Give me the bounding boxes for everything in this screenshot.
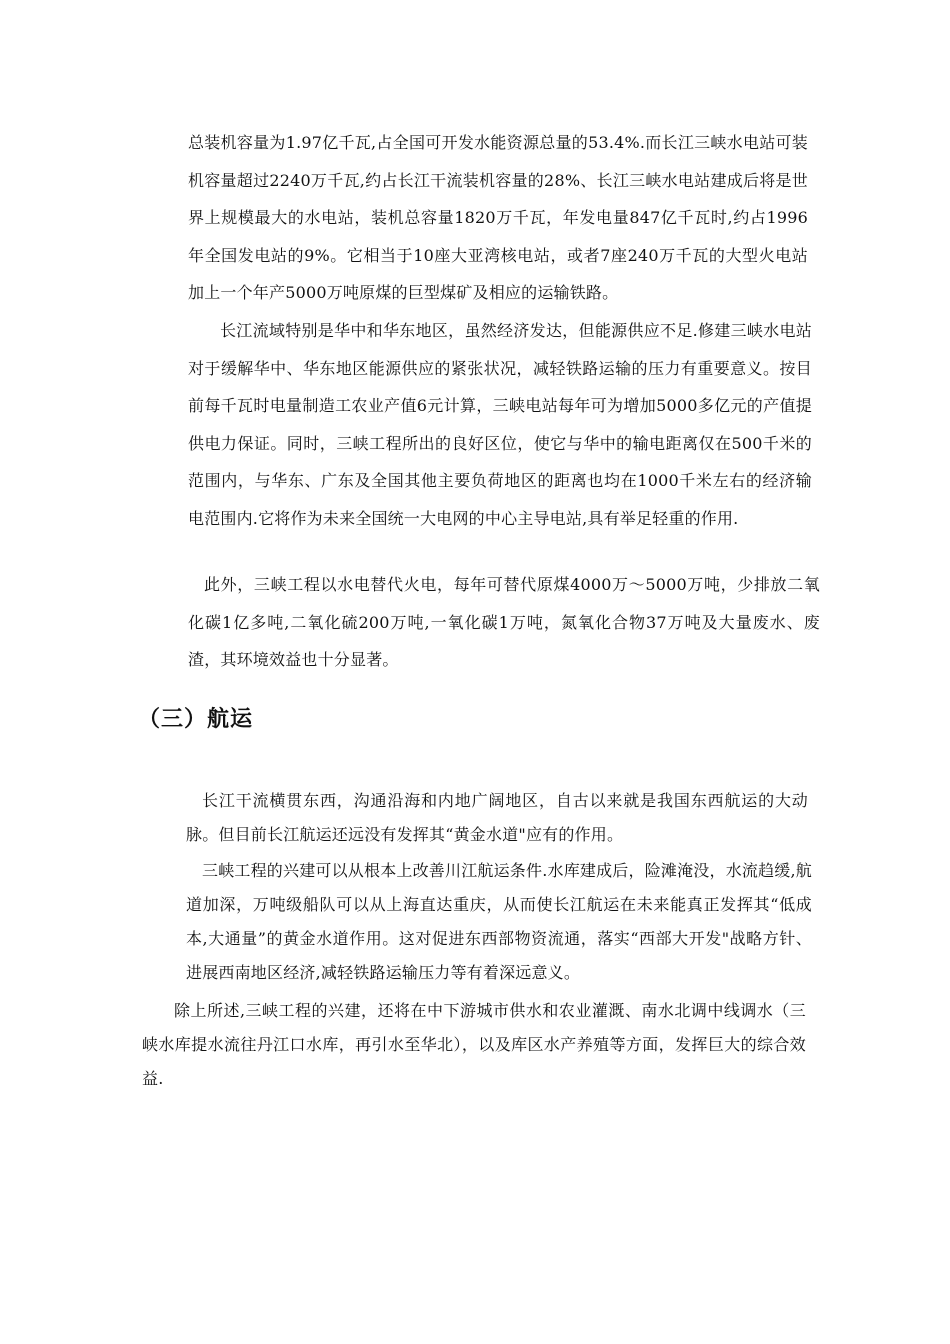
- paragraph-capacity: 总装机容量为1.97亿千瓦,占全国可开发水能资源总量的53.4%.而长江三峡水电站可装机容量超过2240万千瓦,约占长江干流装机容量的28%、长江三峡水电站建成后将是世界上规模最大的水电站，装机总容量1820万千瓦，年发电量847亿千瓦时,约占1996年全国发电站的9%。它相当于10座大亚湾核电站，或者7座240万千瓦的大型火电站加上一个年产5000万吨原煤的巨型煤矿及相应的运输铁路。: [188, 133, 808, 303]
- paragraph-energy-supply: 长江流域特别是华中和华东地区，虽然经济发达，但能源供应不足.修建三峡水电站对于缓解华中、华东地区能源供应的紧张状况，减轻铁路运输的压力有重要意义。按目前每千瓦时电量制造工农业产值6元计算，三峡电站每年可为增加5000多亿元的产值提供电力保证。同时，三峡工程所出的良好区位，使它与华中的输电距离仅在500千米的范围内，与华东、广东及全国其他主要负荷地区的距离也均在1000千米左右的经济输电范围内.它将作为未来全国统一大电网的中心主导电站,具有举足轻重的作用.: [188, 321, 812, 528]
- paragraph-other-benefits: 除上所述,三峡工程的兴建，还将在中下游城市供水和农业灌溉、南水北调中线调水（三峡水库提水流往丹江口水库，再引水至华北），以及库区水产养殖等方面，发挥巨大的综合效益.: [142, 1001, 806, 1088]
- section-heading-navigation: （三）航运: [138, 707, 254, 732]
- paragraph-yangtze-artery: 长江干流横贯东西，沟通沿海和内地广阔地区，自古以来就是我国东西航运的大动脉。但目前长江航运还远没有发挥其“黄金水道"应有的作用。: [186, 791, 808, 844]
- paragraph-shipping-improvement: 三峡工程的兴建可以从根本上改善川江航运条件.水库建成后，险滩淹没，水流趋缓,航道加深，万吨级船队可以从上海直达重庆，从而使长江航运在未来能真正发挥其“低成本,大通量”的黄金水道作用。这对促进东西部物资流通，落实“西部大开发"战略方针、进展西南地区经济,减轻铁路运输压力等有着深远意义。: [186, 861, 812, 982]
- paragraph-environment: 此外，三峡工程以水电替代火电，每年可替代原煤4000万～5000万吨，少排放二氧化碳1亿多吨,二氧化硫200万吨,一氧化碳1万吨，氮氧化合物37万吨及大量废水、废渣，其环境效益也十分显著。: [188, 575, 820, 670]
